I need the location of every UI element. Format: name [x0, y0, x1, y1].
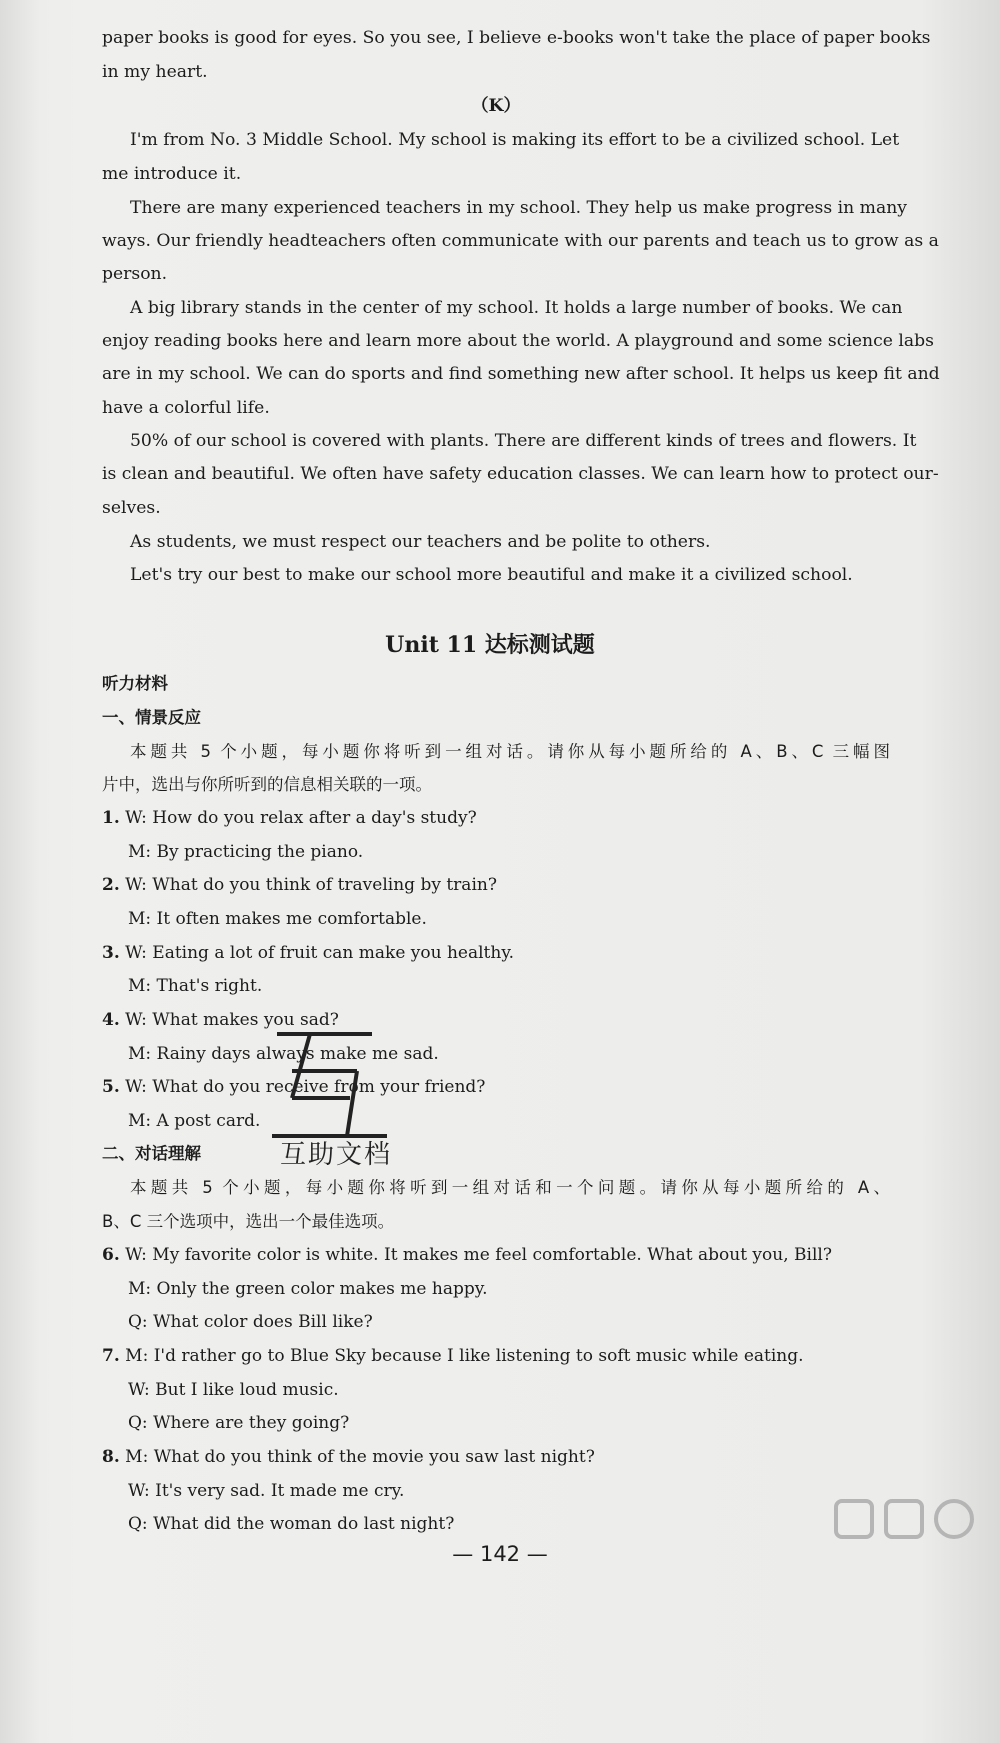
- dialogue-line: M: It often makes me comfortable.: [128, 909, 427, 929]
- dialogue-line: W: My favorite color is white. It makes me feel comfortable. What about you, Bill?: [125, 1245, 832, 1265]
- text-line: ways. Our friendly headteachers often communicate with our parents and teach us to grow as a: [102, 231, 939, 251]
- text-line: 50% of our school is covered with plants. There are different kinds of trees and flowers. It: [130, 431, 917, 451]
- page-number: — 142 —: [452, 1542, 548, 1566]
- text-line: Let's try our best to make our school more beautiful and make it a civilized school.: [130, 565, 853, 585]
- text-line: enjoy reading books here and learn more about the world. A playground and some science labs: [102, 331, 934, 351]
- dialogue-item: [102, 1008, 890, 1032]
- section-label: （K）: [471, 96, 521, 116]
- item-number: 2.: [102, 875, 120, 895]
- item-number: 4.: [102, 1010, 120, 1030]
- watermark-text: 互助文档: [280, 1140, 393, 1170]
- item-number: 7.: [102, 1346, 120, 1366]
- dialogue-line: W: What do you receive from your friend?: [125, 1077, 486, 1097]
- dialogue-line: M: I'd rather go to Blue Sky because I like listening to soft music while eating.: [125, 1346, 804, 1366]
- text-line: selves.: [102, 498, 161, 518]
- text-line: A big library stands in the center of my school. It holds a large number of books. We can: [130, 298, 903, 318]
- item-number: 3.: [102, 943, 120, 963]
- dialogue-line: M: By practicing the piano.: [128, 842, 364, 862]
- item-number: 8.: [102, 1447, 120, 1467]
- item-number: 5.: [102, 1077, 120, 1097]
- listening-label: 听力材料: [102, 674, 168, 693]
- dialogue-line: M: Only the green color makes me happy.: [128, 1279, 488, 1299]
- dialogue-line: W: It's very sad. It made me cry.: [128, 1481, 405, 1501]
- dialogue-item: [102, 873, 890, 897]
- dialogue-line: W: Eating a lot of fruit can make you healthy.: [125, 943, 515, 963]
- dialogue-item: [102, 1344, 890, 1368]
- unit-title: Unit 11 达标测试题: [385, 632, 595, 658]
- dialogue-line: Q: What did the woman do last night?: [128, 1514, 455, 1534]
- dialogue-line: W: But I like loud music.: [128, 1380, 339, 1400]
- part1-heading: 一、情景反应: [102, 708, 201, 727]
- text-line: have a colorful life.: [102, 398, 270, 418]
- dialogue-line: W: What do you think of traveling by train?: [125, 875, 497, 895]
- dialogue-line: Q: What color does Bill like?: [128, 1312, 373, 1332]
- part2-heading: 二、对话理解: [102, 1144, 201, 1163]
- dialogue-line: Q: Where are they going?: [128, 1413, 350, 1433]
- dialogue-line: M: Rainy days always make me sad.: [128, 1044, 439, 1064]
- item-number: 6.: [102, 1245, 120, 1265]
- text-line: person.: [102, 264, 168, 284]
- item-number: 1.: [102, 808, 120, 828]
- instruction-line: B、C 三个选项中，选出一个最佳选项。: [102, 1212, 395, 1231]
- text-line: in my heart.: [102, 62, 208, 82]
- instruction-line: 本题共 5 个小题，每小题你将听到一组对话。请你从每小题所给的 A、B、C 三幅图: [130, 742, 890, 761]
- text-line: me introduce it.: [102, 164, 242, 184]
- text-line: paper books is good for eyes. So you see, I believe e-books won't take the place of paper books: [102, 28, 931, 48]
- text-column: [80, 0, 940, 1743]
- instruction-line: 片中，选出与你所听到的信息相关联的一项。: [102, 775, 432, 794]
- dialogue-item: [102, 1445, 890, 1469]
- text-line: are in my school. We can do sports and find something new after school. It helps us keep fit and: [102, 364, 940, 384]
- text-line: is clean and beautiful. We often have safety education classes. We can learn how to protect our-: [102, 464, 939, 484]
- dialogue-item: [102, 1075, 890, 1099]
- dialogue-item: [102, 1243, 890, 1267]
- instruction-line: 本题共 5 个小题，每小题你将听到一组对话和一个问题。请你从每小题所给的 A、: [130, 1178, 890, 1197]
- text-line: There are many experienced teachers in my school. They help us make progress in many: [130, 198, 907, 218]
- dialogue-line: M: That's right.: [128, 976, 263, 996]
- dialogue-line: W: What makes you sad?: [125, 1010, 339, 1030]
- dialogue-line: W: How do you relax after a day's study?: [125, 808, 477, 828]
- text-line: I'm from No. 3 Middle School. My school is making its effort to be a civilized school. Let: [130, 130, 900, 150]
- dialogue-item: [102, 806, 890, 830]
- text-line: As students, we must respect our teachers and be polite to others.: [130, 532, 711, 552]
- corner-logo-icon: [830, 1495, 990, 1565]
- dialogue-line: M: A post card.: [128, 1111, 261, 1131]
- dialogue-item: [102, 941, 890, 965]
- dialogue-line: M: What do you think of the movie you saw last night?: [125, 1447, 595, 1467]
